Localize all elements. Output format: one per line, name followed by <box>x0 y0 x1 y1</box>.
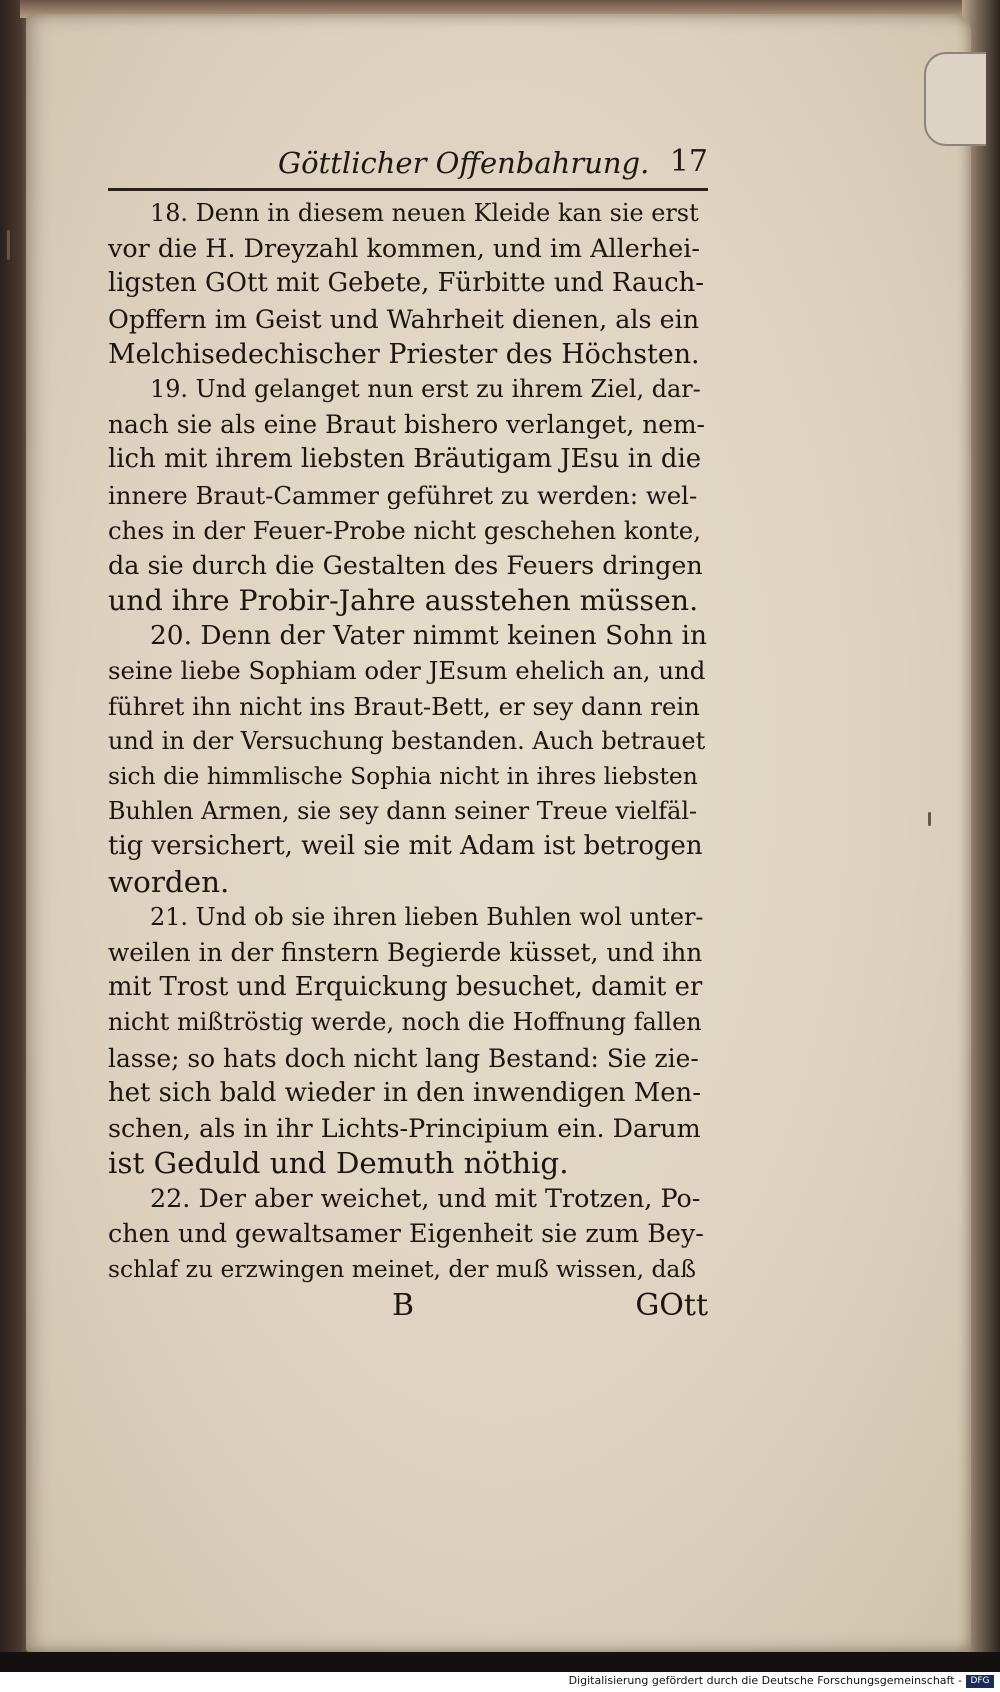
text-line: vor die H. Dreyzahl kommen, und im Allerhei- <box>108 233 700 264</box>
funding-credit: Digitalisierung gefördert durch die Deutsche Forschungsgemeinschaft - <box>568 1674 962 1687</box>
text-line: 22. Der aber weichet, und mit Trotzen, Po- <box>150 1183 701 1214</box>
catchline <box>108 1288 708 1328</box>
body-text <box>108 196 708 1287</box>
signature-mark: B <box>392 1288 415 1323</box>
running-head <box>108 142 708 186</box>
text-line: 21. Und ob sie ihren lieben Buhlen wol unter- <box>150 902 704 931</box>
text-line: nach sie als eine Braut bishero verlanget, nem- <box>108 410 705 440</box>
text-line: und in der Versuchung bestanden. Auch betrauet <box>108 726 706 755</box>
catchword: GOtt <box>635 1288 708 1323</box>
text-line: chen und gewaltsamer Eigenheit sie zum Bey- <box>108 1218 704 1249</box>
header-rule <box>108 188 708 191</box>
paper-mark <box>928 812 931 826</box>
text-line: schlaf zu erzwingen meinet, der muß wissen, daß <box>108 1254 696 1283</box>
text-line: schen, als in ihr Lichts-Principium ein. Darum <box>108 1112 701 1143</box>
text-line: innere Braut-Cammer geführet zu werden: wel- <box>108 480 698 510</box>
text-line: 18. Denn in diesem neuen Kleide kan sie erst <box>150 199 699 227</box>
text-line: 19. Und gelanget nun erst zu ihrem Ziel, dar- <box>150 374 701 403</box>
text-line: und ihre Probir-Jahre ausstehen müssen. <box>108 584 699 618</box>
text-line: weilen in der finstern Begierde küsset, und ihn <box>108 937 703 967</box>
text-line: Buhlen Armen, sie sey dann seiner Treue vielfäl- <box>108 797 698 826</box>
dfg-logo: DFG <box>966 1675 994 1688</box>
text-line: tig versichert, weil sie mit Adam ist betrogen <box>108 831 703 862</box>
text-line: seine liebe Sophiam oder JEsum ehelich an, und <box>108 656 706 686</box>
page-number: 17 <box>669 144 708 179</box>
footer-bar <box>0 1672 1000 1692</box>
paper-mark <box>7 230 10 260</box>
scan-bottom-border <box>0 1652 1000 1672</box>
text-line: führet ihn nicht ins Braut-Bett, er sey dann rein <box>108 691 700 721</box>
text-line: Opffern im Geist und Wahrheit dienen, als ein <box>108 303 700 334</box>
text-line: 20. Denn der Vater nimmt keinen Sohn in <box>150 620 707 652</box>
text-line: Melchisedechischer Priester des Höchsten. <box>108 338 700 370</box>
text-line: lasse; so hats doch nicht lang Bestand: Sie zie- <box>108 1043 699 1073</box>
text-line: worden. <box>108 864 230 899</box>
text-line: lich mit ihrem liebsten Bräutigam JEsu in die <box>108 444 702 475</box>
running-title: Göttlicher Offenbahrung. <box>278 146 650 180</box>
text-line: het sich bald wieder in den inwendigen Men- <box>108 1077 701 1108</box>
text-line: da sie durch die Gestalten des Feuers dringen <box>108 549 703 580</box>
text-line: nicht mißtröstig werde, noch die Hoffnung fallen <box>108 1008 702 1037</box>
text-line: ligsten GOtt mit Gebete, Fürbitte und Rauch- <box>108 268 705 299</box>
text-line: sich die himmlische Sophia nicht in ihres liebsten <box>108 762 698 790</box>
text-line: ches in der Feuer-Probe nicht geschehen konte, <box>108 515 701 545</box>
text-line: ist Geduld und Demuth nöthig. <box>108 1146 569 1181</box>
page-tab-marker <box>924 52 986 146</box>
text-line: mit Trost und Erquickung besuchet, damit er <box>108 972 703 1003</box>
